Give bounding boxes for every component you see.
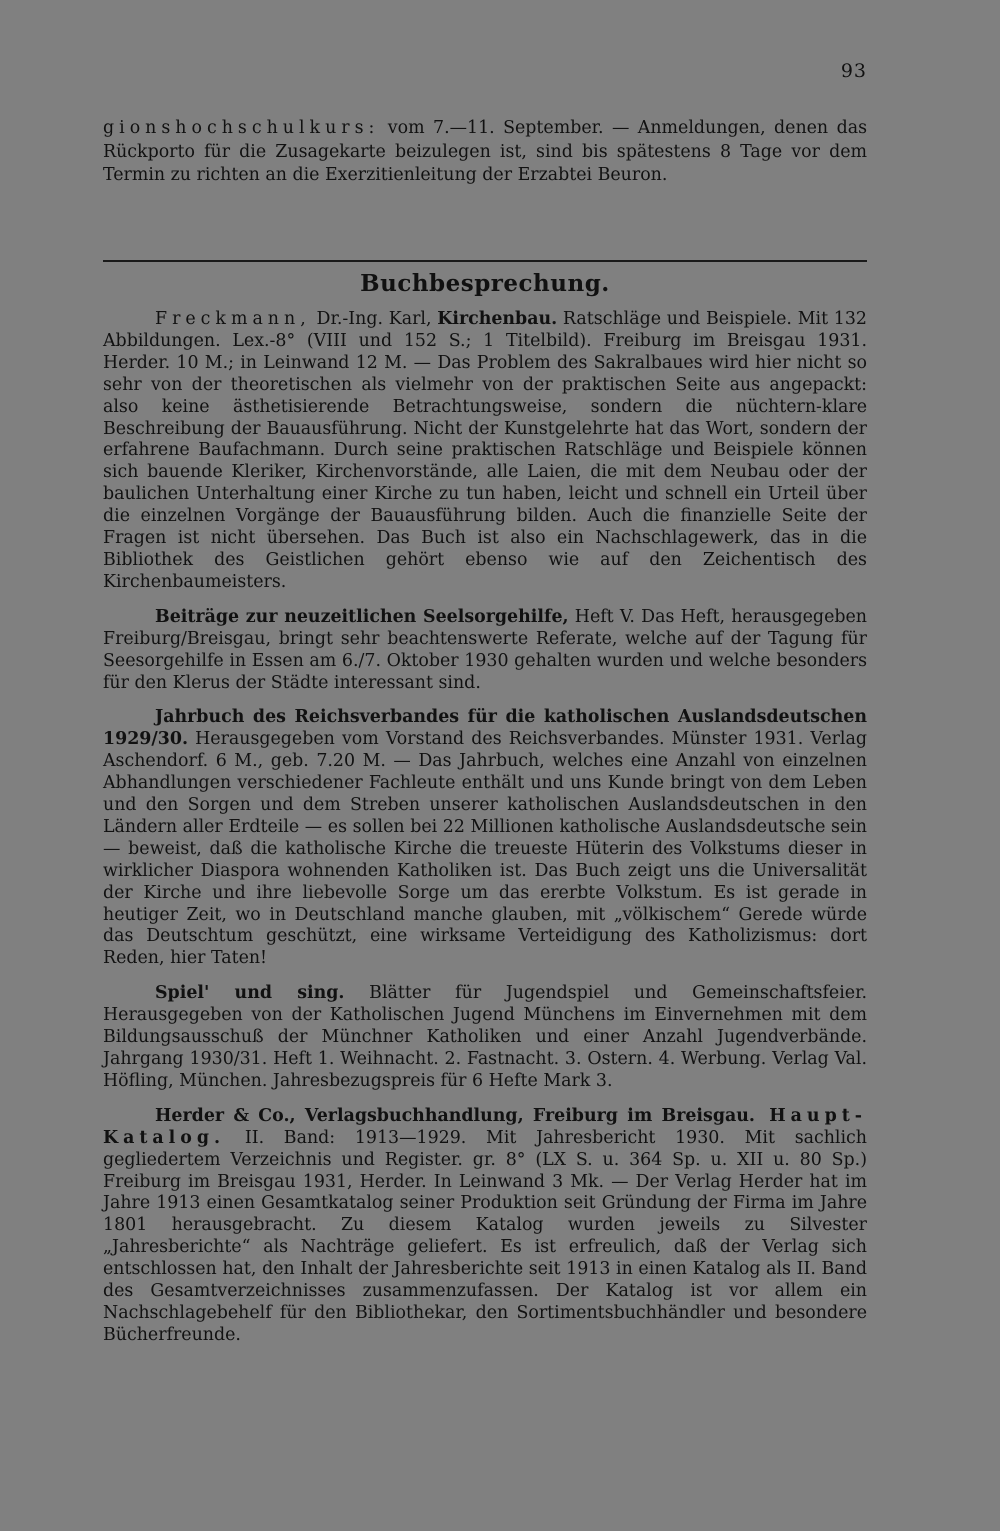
intro-paragraph: [103, 117, 867, 188]
review-title: Beiträge zur neuzeitlichen Seelsorgehilfe,: [155, 606, 569, 627]
review-seelsorgehilfe: [103, 607, 867, 695]
intro-text: vom 7.—11. September. — Anmeldungen, denen das Rückporto für die Zusagekarte beizulegen ist, sind bis spätestens 8 Tage vor dem Termin zu richten an die Exerzitienleitung der Erzabtei Beuron.: [103, 118, 867, 185]
review-text: Blätter für Jugendspiel und Gemeinschaftsfeier. Herausgegeben von der Katholischen Jugend Münchens im Einvernehmen mit dem Bildungsausschuß der Münchner Katholiken und einer Anzahl Jugendverbände. Jahrgang 1930/31. Heft 1. Weihnacht. 2. Fastnacht. 3. Ostern. 4. Werbung. Verlag Val. Höfling, München. Jahresbezugspreis für 6 Hefte Mark 3.: [103, 983, 867, 1091]
review-text: Ratschläge und Beispiele. Mit 132 Abbildungen. Lex.-8° (VIII und 152 S.; 1 Titelbild). Freiburg im Breisgau 1931. Herder. 10 M.; in Leinwand 12 M. — Das Problem des Sakralbaues wird hier nicht so sehr von der theoretischen als vielmehr von der praktischen Seite aus angepackt: also keine ästhetisierende Betrachtungsweise, sondern die nüchtern-klare Beschreibung der Bauausführung. Nicht der Kunstgelehrte hat das Wort, sondern der erfahrene Baufachmann. Durch seine praktischen Ratschläge und Beispiele können sich bauende Kleriker, Kirchenvorstände, alle Laien, die mit dem Neubau oder der baulichen Unterhaltung einer Kirche zu tun haben, leicht und schnell ein Urteil über die einzelnen Vorgänge der Bauausführung bilden. Auch die finanzielle Seite der Fragen ist nicht übersehen. Das Buch ist also ein Nachschlagewerk, das in die Bibliothek des Geistlichen gehört ebenso wie auf den Zeichentisch des Kirchenbaumeisters.: [103, 309, 867, 592]
section-divider: [103, 260, 867, 262]
intro-spaced-word: gionshochschulkurs:: [103, 118, 380, 138]
section-title: Buchbesprechung.: [360, 270, 610, 297]
review-title: Spiel' und sing.: [155, 983, 345, 1004]
review-author-details: Dr.-Ing. Karl,: [310, 309, 438, 329]
page-number: 93: [840, 60, 867, 82]
review-text: Herausgegeben vom Vorstand des Reichsverbandes. Münster 1931. Verlag Aschendorf. 6 M., geb. 7.20 M. — Das Jahrbuch, welches eine Anzahl von einzelnen Abhandlungen verschiedener Fachleute enthält und uns Kunde bringt von dem Leben und den Sorgen und dem Streben unserer katholischen Auslandsdeutschen in den Ländern aller Erdteile — es sollen bei 22 Millionen katholische Auslandsdeutsche sein — beweist, daß die katholische Kirche die treueste Hüterin des Volkstums dieser in wirklicher Diaspora wohnenden Katholiken ist. Das Buch zeigt uns die Universalität der Kirche und ihre liebevolle Sorge um das ererbte Volkstum. Es ist gerade in heutiger Zeit, wo in Deutschland manche glauben, mit „völkischem“ Gerede würde das Deutschtum geschützt, eine wirksame Verteidigung des Katholizismus: dort Reden, hier Taten!: [103, 729, 867, 969]
review-title: Jahrbuch des Reichsverbandes für die katholischen Auslandsdeutschen 1929/30.: [103, 707, 867, 750]
review-title: Kirchenbau.: [437, 309, 558, 329]
review-jahrbuch: [103, 707, 867, 970]
review-text: II. Band: 1913—1929. Mit Jahresbericht 1930. Mit sachlich gegliedertem Verzeichnis und Register. gr. 8° (LX S. u. 364 Sp. u. XII u. 80 Sp.) Freiburg im Breisgau 1931, Herder. In Leinwand 3 Mk. — Der Verlag Herder hat im Jahre 1913 einen Gesamtkatalog seiner Produktion seit Gründung der Firma im Jahre 1801 herausgebracht. Zu diesem Katalog wurden jeweils zu Silvester „Jahresberichte“ als Nachträge geliefert. Es ist erfreulich, daß der Verlag sich entschlossen hat, den Inhalt der Jahresberichte seit 1913 in einen Katalog als II. Band des Gesamtverzeichnisses zusammenzufassen. Der Katalog ist vor allem ein Nachschlagebehelf für den Bibliothekar, den Sortimentsbuchhändler und besondere Bücherfreunde.: [103, 1127, 867, 1345]
review-kirchenbau: [103, 309, 867, 594]
reviews-list: [103, 309, 867, 1360]
review-title: Herder & Co., Verlagsbuchhandlung, Freiburg im Breisgau.: [155, 1105, 755, 1126]
review-author: Freckmann,: [155, 309, 311, 329]
review-spiel-und-sing: [103, 983, 867, 1093]
review-text: Heft V. Das Heft, herausgegeben Freiburg/Breisgau, bringt sehr beachtenswerte Referate, welche auf der Tagung für Seesorgehilfe in Essen am 6./7. Oktober 1930 gehalten wurden und welche besonders für den Klerus der Städte interessant sind.: [103, 606, 867, 693]
review-herder-katalog: [103, 1106, 867, 1347]
review-title-spaced: Haupt-Katalog.: [103, 1105, 867, 1148]
